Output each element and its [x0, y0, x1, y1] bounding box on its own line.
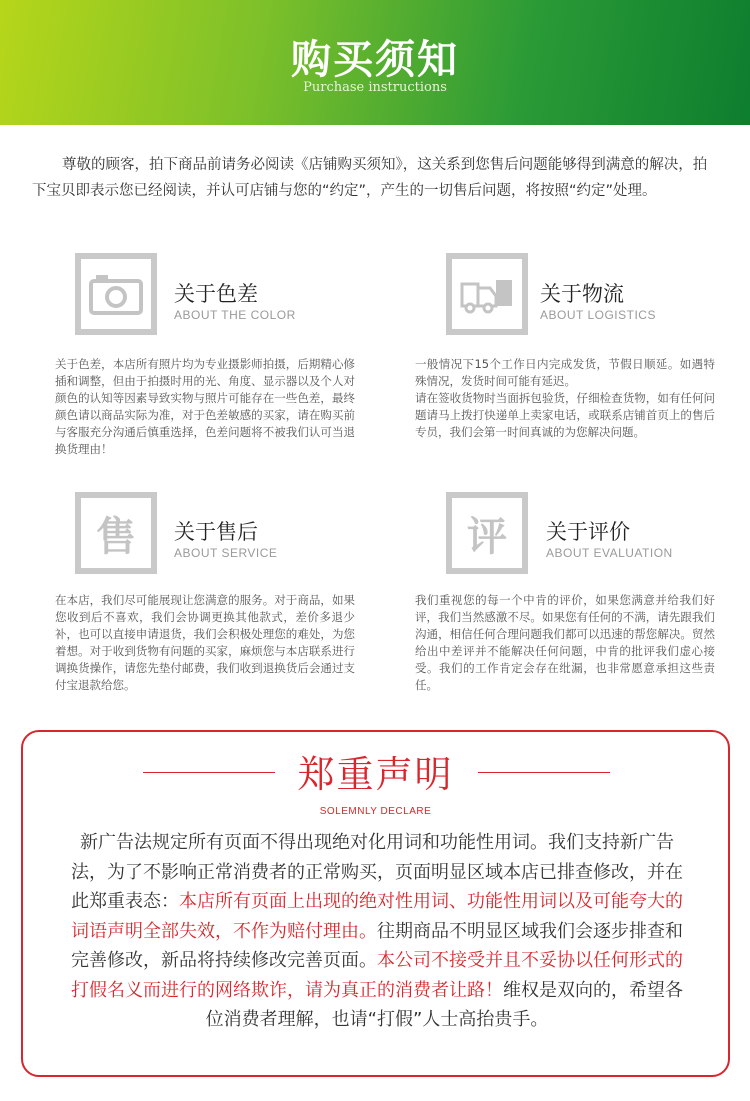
shou-icon [75, 492, 157, 574]
camera-icon [75, 253, 157, 335]
declaration-box [21, 730, 730, 1077]
section-subtitle-logistics: ABOUT LOGISTICS [540, 308, 656, 322]
section-subtitle-color: ABOUT THE COLOR [174, 308, 296, 322]
section-subtitle-service: ABOUT SERVICE [174, 546, 278, 560]
section-body-color: 关于色差，本店所有照片均为专业摄影师拍摄，后期精心修插和调整，但由于拍摄时用的光、角度、显示器以及个人对颜色的认知等因素导致实物与照片可能存在一些色差，最终颜色请以商品实际为准，对于色差敏感的买家，请在购买前与客服充分沟通后慎重选择，色差问题将不被我们认可当退换货理由！ [55, 357, 355, 456]
declaration-title: 郑重声明 [297, 753, 454, 796]
page-subtitle: Purchase instructions [303, 80, 447, 95]
declaration-warning-1: 本店所有页面上出现的绝对性用词、功能性用词以及可能夸大的词语声明全部失效，不作为赔付理由。 [71, 891, 683, 942]
ping-icon [446, 492, 528, 574]
declaration-text-1: 新广告法规定所有页面不得出现绝对化用词和功能性用词。我们支持新广告法，为了不影响正常消费者的正常购买，页面明显区域本店已排查修改，并在此郑重表态： [71, 832, 683, 912]
intro-text: 尊敬的顾客，拍下商品前请务必阅读《店铺购买须知》，这关系到您售后问题能够得到满意的解决，拍下宝贝即表示您已经阅读，并认可店铺与您的“约定”，产生的一切售后问题，将按照“约定”处理。 [32, 157, 708, 199]
page-title: 购买须知 [291, 36, 459, 83]
declaration-warning-2: 本公司不接受并且不妥协以任何形式的打假名义而进行的网络欺诈，请为真正的消费者让路！ [71, 950, 683, 1001]
ping-glyph: 评 [467, 513, 507, 560]
section-title-evaluation: 关于评价 [546, 520, 630, 544]
section-subtitle-evaluation: ABOUT EVALUATION [546, 546, 673, 560]
truck-icon [446, 253, 528, 335]
section-body-evaluation: 我们重视您的每一个中肯的评价，如果您满意并给我们好评，我们当然感激不尽。如果您有任何的不满，请先跟我们沟通，相信任何合理问题我们都可以迅速的帮您解决。贸然给出中差评并不能解决任何问题，中肯的批评我们虚心接受。我们的工作肯定会存在纰漏，也非常愿意承担这些责任。 [415, 593, 715, 692]
section-title-service: 关于售后 [174, 520, 258, 544]
header-banner [0, 0, 750, 125]
section-body-logistics: 一般情况下15个工作日内完成发货，节假日顺延。如遇特殊情况，发货时间可能有延迟。 请在签收货物时当面拆包验货，仔细检查货物，如有任何问题请马上拨打快递单上卖家电话，或联系店铺首页上的售后专员，我们会第一时间真诚的为您解决问题。 [415, 357, 715, 439]
section-title-color: 关于色差 [174, 282, 258, 306]
declaration-text-3: 维权是双向的，希望各位消费者理解，也请“打假”人士高抬贵手。 [205, 979, 683, 1030]
section-title-logistics: 关于物流 [540, 282, 624, 306]
section-body-service: 在本店，我们尽可能展现让您满意的服务。对于商品，如果您收到后不喜欢，我们会协调更换其他款式，差价多退少补，也可以直接申请退货，我们会积极处理您的难处，为您着想。对于收到货物有问题的买家，麻烦您与本店联系进行调换货操作，请您先垫付邮费，我们收到退换货后会通过支付宝退款给您。 [55, 593, 355, 692]
declaration-body [67, 828, 687, 1035]
shou-glyph: 售 [96, 513, 136, 560]
declaration-subtitle: SOLEMNLY DECLARE [319, 806, 432, 817]
declaration-text-2: 往期商品不明显区域我们会逐步排查和完善修改，新品将持续修改完善页面。 [71, 920, 683, 971]
